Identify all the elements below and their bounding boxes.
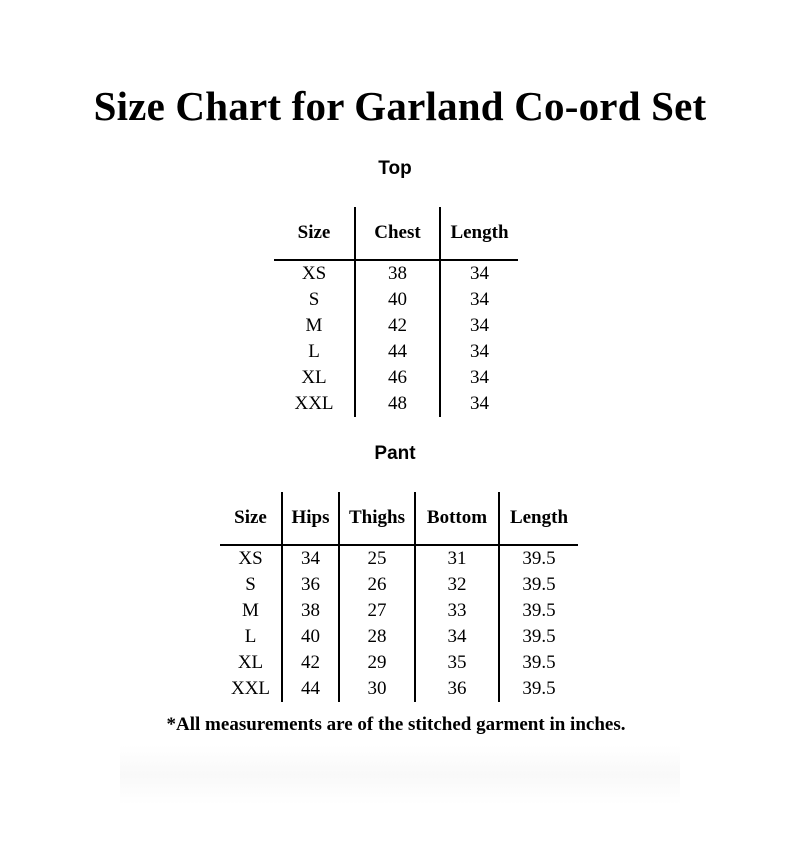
table-cell: 36: [415, 676, 499, 702]
table-cell: 39.5: [499, 545, 578, 572]
table-cell: 39.5: [499, 676, 578, 702]
pant-section-heading: Pant: [374, 443, 416, 464]
top-col-length: Length: [440, 207, 518, 260]
table-cell: 44: [282, 676, 339, 702]
table-cell: 38: [282, 598, 339, 624]
top-section-heading: Top: [378, 158, 412, 179]
table-row: [220, 545, 578, 572]
top-size-table: [274, 207, 518, 417]
table-cell: 39.5: [499, 572, 578, 598]
table-cell: 34: [440, 287, 518, 313]
table-cell: 44: [355, 339, 440, 365]
table-row: [220, 676, 578, 702]
pant-col-length: Length: [499, 492, 578, 545]
pant-col-bottom: Bottom: [415, 492, 499, 545]
table-cell: 34: [282, 545, 339, 572]
table-cell: 38: [355, 260, 440, 287]
table-cell: M: [242, 600, 259, 621]
top-col-size: Size: [274, 207, 355, 260]
background-fade: [120, 745, 680, 805]
table-cell: 26: [339, 572, 415, 598]
table-cell: 42: [355, 313, 440, 339]
table-cell: 30: [339, 676, 415, 702]
table-row: [274, 260, 518, 287]
top-col-chest: Chest: [355, 207, 440, 260]
table-cell: XS: [301, 263, 327, 284]
page-title: Size Chart for Garland Co-ord Set: [93, 83, 707, 129]
top-table-header-row: [274, 207, 518, 260]
table-cell: 39.5: [499, 650, 578, 676]
table-cell: 42: [282, 650, 339, 676]
table-cell: 40: [282, 624, 339, 650]
table-cell: 40: [355, 287, 440, 313]
table-cell: 34: [440, 365, 518, 391]
table-cell: 34: [440, 391, 518, 417]
table-cell: 34: [415, 624, 499, 650]
pant-col-hips: Hips: [282, 492, 339, 545]
table-row: [220, 572, 578, 598]
table-cell: 27: [339, 598, 415, 624]
table-cell: 31: [415, 545, 499, 572]
table-cell: S: [308, 289, 320, 310]
table-cell: 34: [440, 260, 518, 287]
table-cell: L: [244, 626, 257, 647]
measurement-note: *All measurements are of the stitched garment in inches.: [166, 714, 626, 735]
table-row: [274, 313, 518, 339]
table-cell: XL: [237, 652, 264, 673]
table-cell: 46: [355, 365, 440, 391]
pant-size-table: [220, 492, 578, 702]
table-cell: M: [305, 315, 323, 336]
table-cell: 32: [415, 572, 499, 598]
table-cell: 29: [339, 650, 415, 676]
pant-table-header-row: [220, 492, 578, 545]
table-cell: XXL: [294, 393, 334, 414]
table-cell: XXL: [230, 678, 271, 699]
table-row: [220, 624, 578, 650]
table-cell: 48: [355, 391, 440, 417]
table-cell: 39.5: [499, 624, 578, 650]
table-cell: 25: [339, 545, 415, 572]
table-cell: 35: [415, 650, 499, 676]
pant-col-thighs: Thighs: [339, 492, 415, 545]
pant-col-size: Size: [220, 492, 282, 545]
table-row: [274, 391, 518, 417]
table-cell: 39.5: [499, 598, 578, 624]
table-row: [274, 365, 518, 391]
table-cell: 28: [339, 624, 415, 650]
table-cell: XS: [238, 548, 263, 569]
table-row: [220, 598, 578, 624]
table-cell: 34: [440, 313, 518, 339]
table-cell: 36: [282, 572, 339, 598]
table-cell: 34: [440, 339, 518, 365]
table-row: [220, 650, 578, 676]
table-row: [274, 339, 518, 365]
table-cell: XL: [301, 367, 327, 388]
table-row: [274, 287, 518, 313]
table-cell: S: [245, 574, 256, 595]
table-cell: 33: [415, 598, 499, 624]
table-cell: L: [308, 341, 320, 362]
